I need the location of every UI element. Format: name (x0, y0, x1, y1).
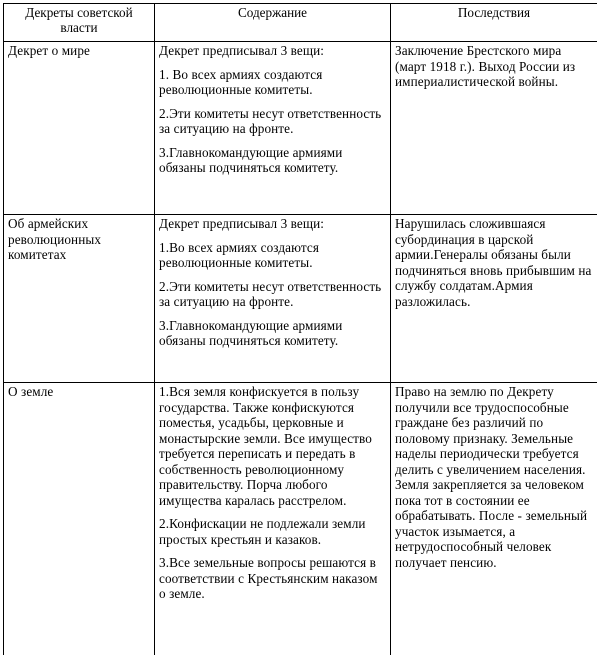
content-paragraph: 3.Главнокомандующие армиями обязаны подчиняться комитету. (159, 318, 386, 349)
content-paragraph: Декрет предписывал 3 вещи: (159, 42, 386, 59)
content-paragraph: Декрет предписывал 3 вещи: (159, 215, 386, 232)
header-decrees (4, 4, 155, 42)
header-content (155, 4, 391, 42)
decree-name: Об армейских революционных комитетах (8, 215, 150, 263)
consequences-text: Право на землю по Декрету получили все трудоспособные граждане без различий по половому признаку. Земельные наделы периодически требуется делить с увеличением населения. Земля закрепляется за человеком пока тот в состоянии ее обрабатывать. После - земельный участок изымается, а нетрудоспособный человек получает пенсию. (395, 383, 593, 570)
content-cell (155, 215, 391, 383)
content-paragraph: 2.Конфискации не подлежали земли простых крестьян и казаков. (159, 516, 386, 547)
header-decrees-text: Декреты советской власти (4, 4, 154, 41)
decree-name: О земле (8, 383, 150, 400)
header-content-text: Содержание (155, 4, 390, 41)
content-paragraph: 1.Вся земля конфискуется в пользу государства. Также конфискуются поместья, усадьбы, церковные и монастырские земли. Все имущество требуется переписать и передать в собственность революционному правительству. Порча любого имущества каралась расстрелом. (159, 383, 386, 508)
consequences-cell (391, 215, 598, 383)
content-paragraph: 2.Эти комитеты несут ответственность за ситуацию на фронте. (159, 279, 386, 310)
consequences-text: Заключение Брестского мира (март 1918 г.). Выход России из империалистической войны. (395, 42, 593, 90)
table-row (4, 215, 598, 383)
consequences-cell (391, 383, 598, 655)
content-paragraph: 3.Все земельные вопросы решаются в соответствии с Крестьянским наказом о земле. (159, 555, 386, 602)
content-cell (155, 383, 391, 655)
decree-cell (4, 42, 155, 215)
document-page (3, 3, 597, 655)
decree-cell (4, 215, 155, 383)
decrees-table (3, 3, 597, 655)
content-paragraph: 1.Во всех армиях создаются революционные комитеты. (159, 240, 386, 271)
header-consequences (391, 4, 598, 42)
content-paragraph: 2.Эти комитеты несут ответственность за ситуацию на фронте. (159, 106, 386, 137)
table-row (4, 383, 598, 655)
consequences-cell (391, 42, 598, 215)
header-consequences-text: Последствия (391, 4, 597, 41)
decree-cell (4, 383, 155, 655)
content-cell (155, 42, 391, 215)
header-row (4, 4, 598, 42)
table-row (4, 42, 598, 215)
content-paragraph: 3.Главнокомандующие армиями обязаны подчиняться комитету. (159, 145, 386, 176)
content-paragraph: 1. Во всех армиях создаются революционные комитеты. (159, 67, 386, 98)
decree-name: Декрет о мире (8, 42, 150, 59)
consequences-text: Нарушилась сложившаяся субординация в царской армии.Генералы обязаны были подчиняться вновь прибывшим на службу солдатам.Армия разложилась. (395, 215, 593, 309)
